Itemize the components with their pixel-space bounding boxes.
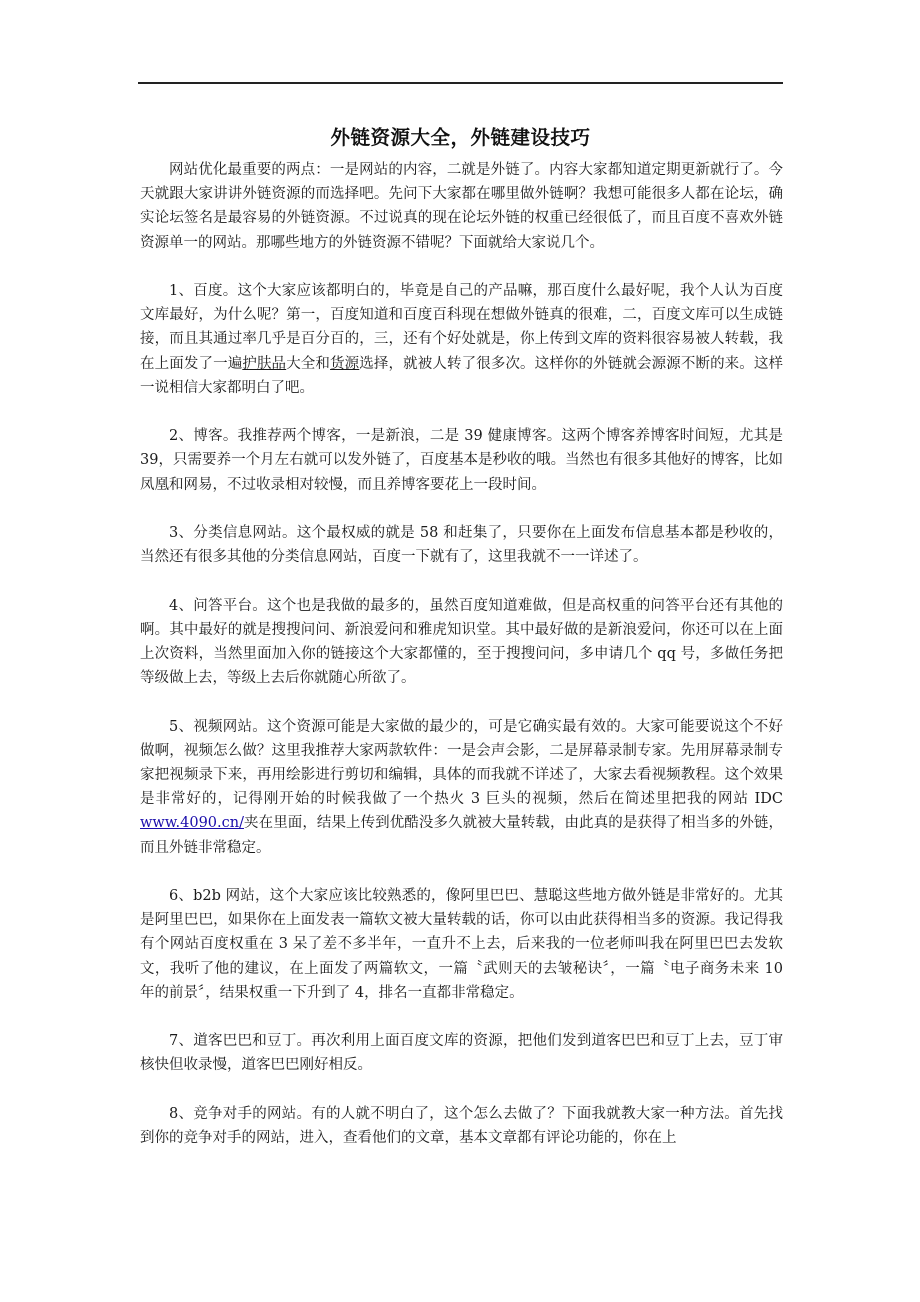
paragraph-4-qa: 4、问答平台。这个也是我做的最多的，虽然百度知道难做，但是高权重的问答平台还有其他的啊。其中最好的就是搜搜问问、新浪爱问和雅虎知识堂。其中最好做的是新浪爱问，你还可以在上面上次资料，当然里面加入你的链接这个大家都懂的，至于搜搜问问，多申请几个 qq 号，多做任务把等级做上去，等级上去后你就随心所欲了。 [140, 597, 783, 687]
text-run: 选择，就被人转了很多次。这样你的外链就会源源不断的来。这样一说相信大家都明白了吧。 [140, 355, 784, 396]
paragraph-1-baidu [140, 279, 783, 400]
text-run: 大全和 [286, 355, 331, 372]
article-body [140, 158, 783, 1174]
text-run: 夹在里面，结果上传到优酷没多久就被大量转载，由此真的是获得了相当多的外链，而且外链非常稳定。 [140, 815, 783, 856]
header-rule [138, 82, 783, 84]
paragraph-2-blog: 2、博客。我推荐两个博客，一是新浪，二是 39 健康博客。这两个博客养博客时间短，尤其是 39，只需要养一个月左右就可以发外链了，百度基本是秒收的哦。当然也有很多其他好的博客，比如凤凰和网易，不过收录相对较慢，而且养博客要花上一段时间。 [140, 428, 783, 493]
website-link[interactable]: www.4090.cn/ [140, 815, 244, 832]
keyword-link-source[interactable]: 货源 [330, 355, 360, 372]
paragraph-3-classifieds: 3、分类信息网站。这个最权威的就是 58 和赶集了，只要你在上面发布信息基本都是秒收的，当然还有很多其他的分类信息网站，百度一下就有了，这里我就不一一详述了。 [140, 525, 783, 566]
page-title: 外链资源大全，外链建设技巧 [330, 126, 591, 149]
paragraph-5-video [140, 715, 783, 860]
paragraph-7-docin: 7、道客巴巴和豆丁。再次利用上面百度文库的资源，把他们发到道客巴巴和豆丁上去，豆丁审核快但收录慢，道客巴巴刚好相反。 [140, 1033, 783, 1074]
paragraph-8-competitor: 8、竞争对手的网站。有的人就不明白了，这个怎么去做了？下面我就教大家一种方法。首先找到你的竞争对手的网站，进入，查看他们的文章，基本文章都有评论功能的，你在上 [140, 1105, 783, 1146]
paragraph-6-b2b: 6、b2b 网站，这个大家应该比较熟悉的，像阿里巴巴、慧聪这些地方做外链是非常好的。尤其是阿里巴巴，如果你在上面发表一篇软文被大量转载的话，你可以由此获得相当多的资源。我记得我有个网站百度权重在 3 呆了差不多半年，一直升不上去，后来我的一位老师叫我在阿里巴巴去发软文，我听了他的建议，在上面发了两篇软文，一篇〝武则天的去皱秘诀〞，一篇〝电子商务未来 10 年的前景〞，结果权重一下升到了 4，排名一直都非常稳定。 [140, 888, 783, 1001]
text-run: 5、视频网站。这个资源可能是大家做的最少的，可是它确实最有效的。大家可能要说这个不好做啊，视频怎么做？这里我推荐大家两款软件：一是会声会影，二是屏幕录制专家。先用屏幕录制专家把视频录下来，再用绘影进行剪切和编辑，具体的而我就不详述了，大家去看视频教程。这个效果是非常好的，记得刚开始的时候我做了一个热火 3 巨头的视频，然后在简述里把我的网站 IDC [140, 718, 783, 808]
keyword-link-skincare[interactable]: 护肤品 [242, 355, 287, 372]
text-run: 1、百度。这个大家应该都明白的，毕竟是自己的产品嘛，那百度什么最好呢，我个人认为百度文库最好，为什么呢？第一，百度知道和百度百科现在想做外链真的很难，二，百度文库可以生成链接，而且其通过率几乎是百分百的，三，还有个好处就是，你上传到文库的资料很容易被人转载，我在上面发了一遍 [140, 283, 783, 372]
intro-paragraph: 网站优化最重要的两点：一是网站的内容，二就是外链了。内容大家都知道定期更新就行了。今天就跟大家讲讲外链资源的而选择吧。先问下大家都在哪里做外链啊？我想可能很多人都在论坛，确实论坛签名是最容易的外链资源。不过说真的现在论坛外链的权重已经很低了，而且百度不喜欢外链资源单一的网站。那哪些地方的外链资源不错呢？下面就给大家说几个。 [140, 162, 783, 251]
